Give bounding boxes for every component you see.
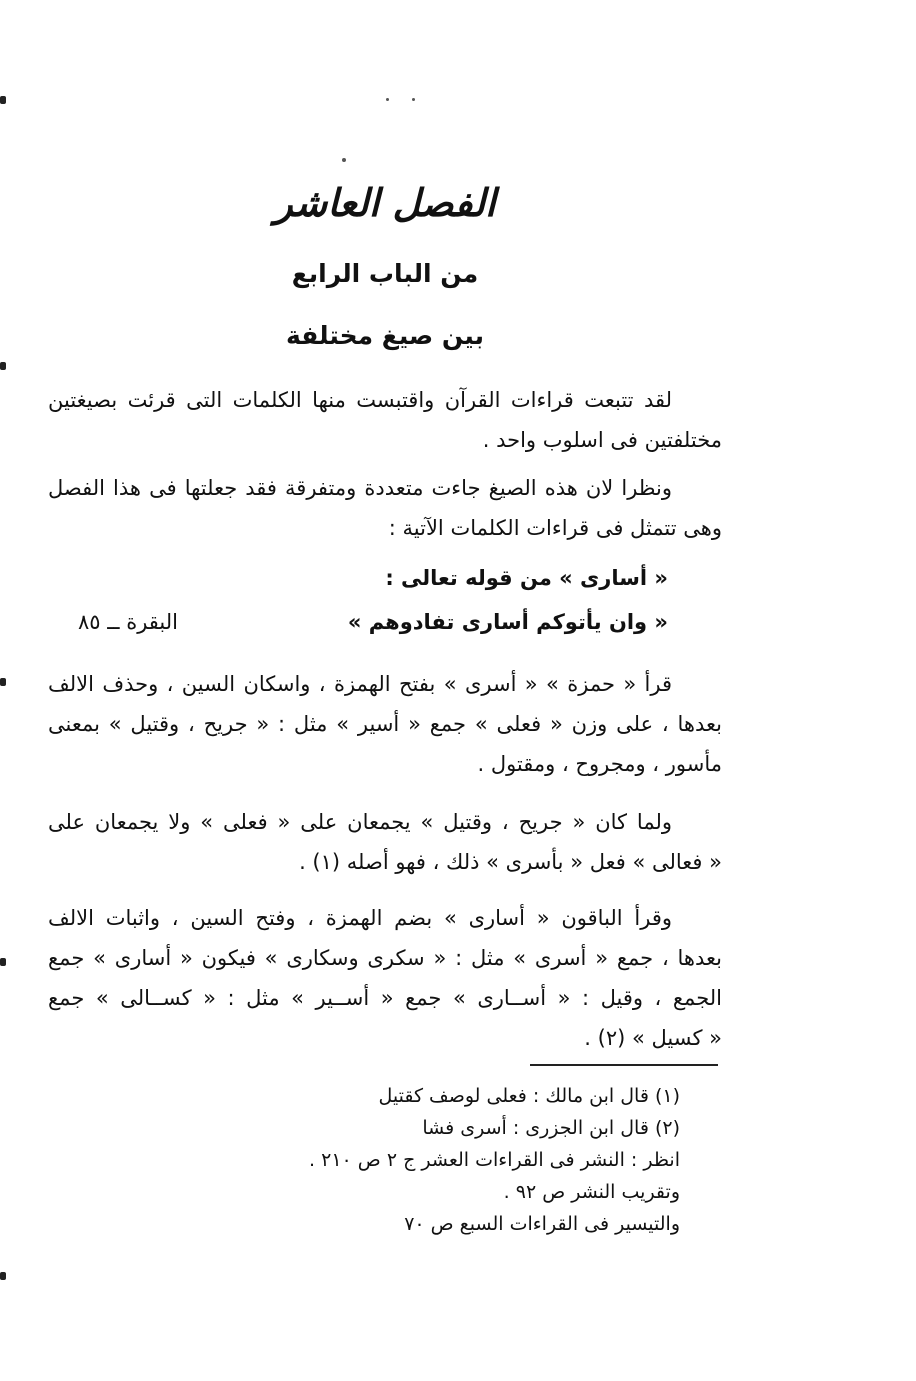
reason-line-1: ونظرا لان هذه الصيغ جاءت متعددة ومتفرقة فقد جعلتها فى هذا الفصل [48, 476, 672, 500]
topic-label: بين صيغ مختلفة [286, 321, 484, 350]
chapter-title: الفصل العاشر [274, 180, 496, 225]
intro-line-2: مختلفتين فى اسلوب واحد . [482, 428, 722, 452]
footnote-2: (٢) قال ابن الجزرى : أسرى فشا [422, 1117, 680, 1139]
scan-speck [412, 98, 415, 101]
scan-mark [0, 1272, 6, 1280]
p1-line-3: مأسور ، ومجروح ، ومقتول . [477, 752, 722, 776]
p3-line-3: الجمع ، وقيل : « أســارى » جمع « أســير » مثل : « كســالى » جمع [48, 986, 722, 1010]
scan-mark [0, 958, 6, 966]
p3-line-2: بعدها ، جمع « أسرى » مثل : « سكرى وسكارى » فيكون « أسارى » جمع [48, 946, 722, 970]
paragraph-others [48, 898, 722, 1058]
p1-line-2: بعدها ، على وزن « فعلى » جمع « أسير » مثل : « جريح ، وقتيل » بمعنى [48, 712, 722, 736]
scan-mark [0, 96, 6, 104]
paragraph-hamza [48, 664, 722, 784]
footnotes [300, 1080, 680, 1240]
scan-speck [386, 98, 389, 101]
part-label: من الباب الرابع [291, 259, 479, 288]
word-heading: « أسارى » من قوله تعالى : [385, 566, 668, 590]
scan-mark [0, 362, 6, 370]
paragraph-plural [48, 802, 722, 882]
intro-paragraph [48, 380, 722, 460]
p3-line-4: « كسيل » (٢) . [584, 1026, 722, 1050]
p1-line-1: قرأ « حمزة » « أسرى » بفتح الهمزة ، واسكان السين ، وحذف الالف [48, 672, 672, 696]
reason-line-2: وهى تتمثل فى قراءات الكلمات الآتية : [388, 516, 722, 540]
reason-paragraph [48, 468, 722, 548]
p2-line-2: « فعالى » فعل « بأسرى » ذلك ، فهو أصله (١) . [299, 850, 722, 874]
verse-quote: « وان يأتوكم أسارى تفادوهم » [347, 610, 668, 634]
footnote-1: (١) قال ابن مالك : فعلى لوصف كقتيل [378, 1085, 680, 1107]
p3-line-1: وقرأ الباقون « أسارى » بضم الهمزة ، وفتح السين ، واثبات الالف [48, 906, 672, 930]
intro-line-1: لقد تتبعت قراءات القرآن واقتبست منها الكلمات التى قرئت بصيغتين [48, 388, 672, 412]
scan-speck [342, 158, 346, 162]
footnote-divider [530, 1064, 718, 1066]
scan-mark [0, 678, 6, 686]
p2-line-1: ولما كان « جريح ، وقتيل » يجمعان على « فعلى » ولا يجمعان على [48, 810, 672, 834]
footnote-source-2: وتقريب النشر ص ٩٢ . [503, 1181, 680, 1203]
footnote-source-1: انظر : النشر فى القراءات العشر ج ٢ ص ٢١٠ . [309, 1149, 680, 1171]
verse-reference: البقرة ــ ٨٥ [78, 610, 178, 634]
footnote-source-3: والتيسير فى القراءات السبع ص ٧٠ [404, 1213, 680, 1235]
